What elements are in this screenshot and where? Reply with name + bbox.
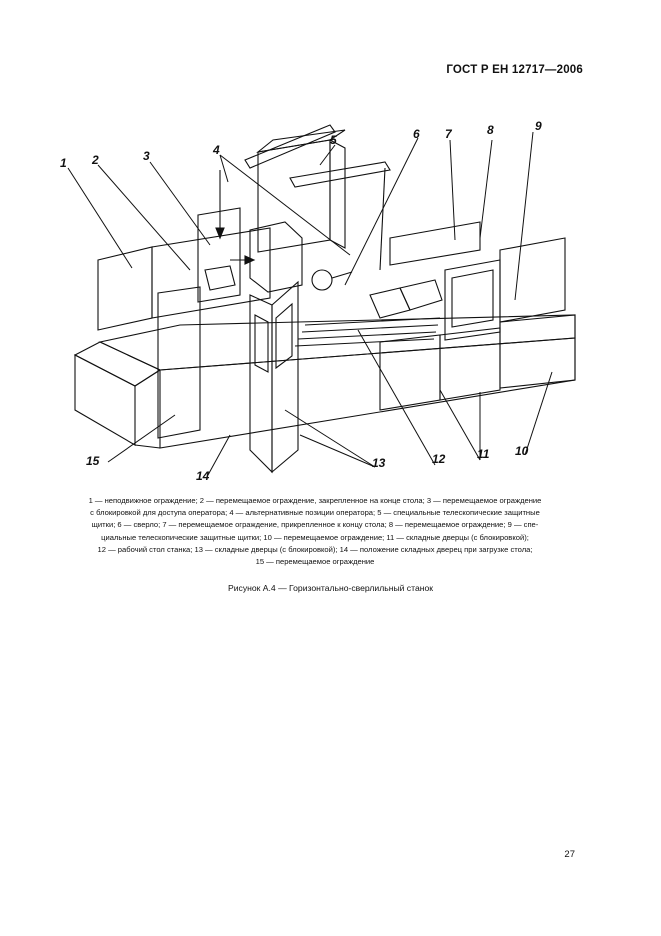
machine-drawing — [75, 125, 575, 472]
callout-4: 4 — [213, 143, 220, 157]
callout-13: 13 — [372, 456, 386, 470]
movable-guard-front — [158, 287, 200, 438]
callout-7: 7 — [445, 127, 452, 141]
spindle — [312, 270, 332, 290]
document-header: ГОСТ Р ЕН 12717—2006 — [446, 64, 583, 76]
legend-line: 12 — рабочий стол станка; 13 — складные дверцы (с блокировкой); 14 — положение складных дверец при загрузке стола; — [97, 544, 533, 554]
folding-door-right-b — [440, 328, 500, 400]
callout-6: 6 — [413, 127, 420, 141]
control-panel — [370, 288, 410, 318]
folding-door-front-a — [250, 295, 272, 472]
callout-10: 10 — [515, 444, 529, 458]
legend-line: с блокировкой для доступа оператора; 4 — альтернативные позиции оператора; 5 — специальные телескопические защитные — [90, 508, 540, 518]
callout-12: 12 — [432, 452, 446, 466]
legend-line: щитки; 6 — сверло; 7 — перемещаемое ограждение, прикрепленное к концу стола; 8 — перемещаемое ограждение; 9 — спе- — [91, 520, 539, 530]
figure-legend — [48, 495, 582, 568]
movable-guard-right — [500, 315, 575, 388]
callout-15: 15 — [86, 454, 100, 468]
folding-door-right-a — [380, 335, 440, 410]
callout-5: 5 — [330, 133, 337, 147]
right-guard-window-panel — [445, 260, 500, 340]
legend-line: 15 — перемещаемое ограждение — [255, 557, 375, 567]
figure-caption: Рисунок А.4 — Горизонтально-сверлильный станок — [227, 583, 434, 593]
base-front — [75, 355, 135, 445]
drilling-machine-figure — [40, 110, 600, 490]
legend-line: 1 — неподвижное ограждение; 2 — перемещаемое ограждение, закрепленное на конце стола; 3 — перемещаемое ограждение — [88, 496, 542, 505]
fixed-guard-panel — [98, 247, 152, 330]
callout-11: 11 — [477, 447, 490, 461]
callout-14: 14 — [196, 469, 210, 483]
callout-8: 8 — [487, 123, 494, 137]
callout-2: 2 — [92, 153, 99, 167]
legend-line: циальные телескопические защитные щитки; 10 — перемещаемое ограждение; 11 — складные дверцы (с блокировкой); — [101, 532, 529, 542]
callout-1: 1 — [60, 156, 67, 170]
page-number: 27 — [564, 849, 575, 860]
table-front — [160, 338, 575, 448]
machine-column — [258, 140, 330, 252]
callout-9: 9 — [535, 119, 542, 133]
right-telescopic-guard — [500, 238, 565, 322]
rear-right-guard — [390, 222, 480, 265]
rear-guard-panel — [152, 228, 270, 318]
callout-3: 3 — [143, 149, 150, 163]
